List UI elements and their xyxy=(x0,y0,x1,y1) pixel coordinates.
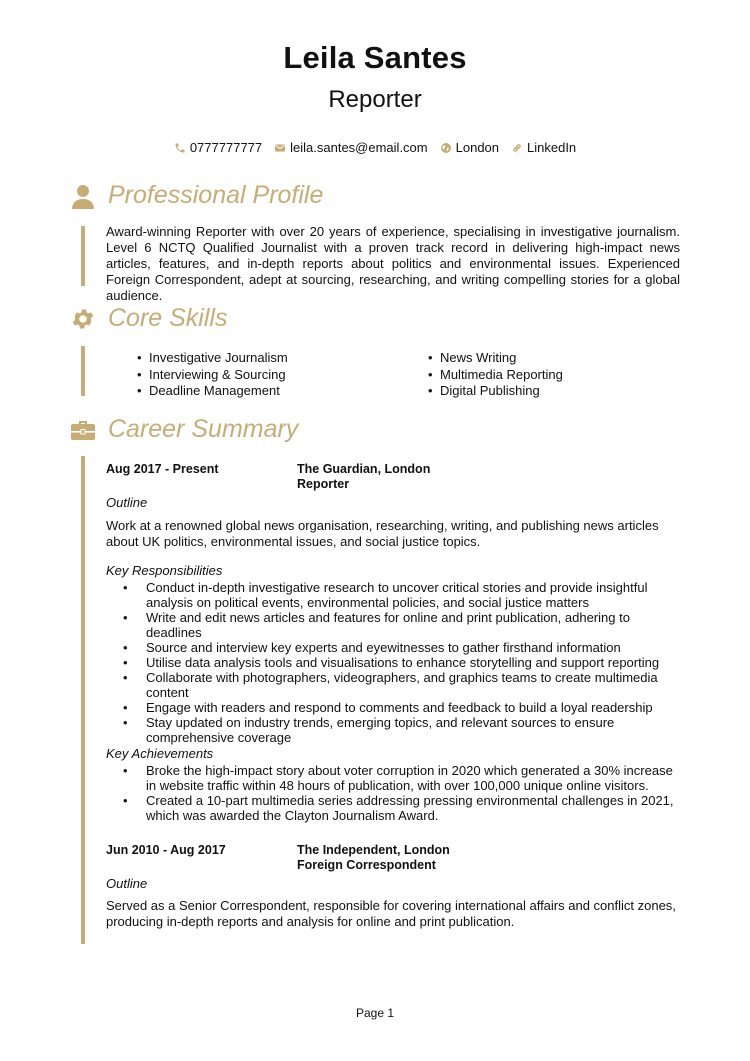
list-item: • Utilise data analysis tools and visualisations to enhance storytelling and support reporting xyxy=(146,655,686,670)
profile-heading: Professional Profile xyxy=(108,181,324,209)
job-employer: The Guardian, London xyxy=(297,462,431,476)
achievements-label: Key Achievements xyxy=(106,746,214,761)
link-icon xyxy=(511,142,523,154)
list-item: • Write and edit news articles and features for online and print publication, adhering to deadlines xyxy=(146,610,686,640)
skills-heading: Core Skills xyxy=(108,304,228,332)
page-number: Page 1 xyxy=(355,1006,395,1020)
profile-accent-bar xyxy=(81,226,85,286)
contact-email[interactable] xyxy=(274,140,427,155)
job-dates: Jun 2010 - Aug 2017 xyxy=(106,843,226,857)
list-item: • Broke the high-impact story about voter corruption in 2020 which generated a 30% increase in website traffic within 48 hours of publication, with over 100,000 unique online visitors. xyxy=(146,763,686,793)
skill-item: • News Writing xyxy=(440,350,563,367)
list-item: • Created a 10-part multimedia series addressing pressing environmental challenges in 2021, which was awarded the Clayton Journalism Award. xyxy=(146,793,686,823)
outline-label: Outline xyxy=(106,495,148,510)
contact-phone[interactable] xyxy=(174,140,262,155)
skill-item: • Digital Publishing xyxy=(440,383,563,400)
location-text: London xyxy=(455,140,500,155)
achievements-list xyxy=(146,763,686,823)
user-icon xyxy=(70,183,96,209)
list-item: • Engage with readers and respond to comments and feedback to build a loyal readership xyxy=(146,700,686,715)
skill-item: • Deadline Management xyxy=(149,383,288,400)
job-outline: Work at a renowned global news organisation, researching, writing, and publishing news articles about UK politics, environmental issues, and social justice topics. xyxy=(106,518,659,549)
section-heading-career xyxy=(70,415,298,444)
job-role: Reporter xyxy=(297,477,350,491)
contact-location xyxy=(440,140,499,155)
phone-icon xyxy=(174,142,186,154)
contact-linkedin[interactable] xyxy=(511,140,576,155)
job-employer-block xyxy=(297,843,450,873)
skills-column-left xyxy=(149,350,288,400)
career-accent-bar xyxy=(81,456,85,944)
list-item: • Conduct in-depth investigative research to uncover critical stories and provide insightful analysis on political events, environmental policies, and social justice matters xyxy=(146,580,686,610)
responsibilities-label: Key Responsibilities xyxy=(106,563,223,578)
list-item: • Collaborate with photographers, videographers, and graphics teams to create multimedia content xyxy=(146,670,686,700)
job-employer: The Independent, London xyxy=(297,843,450,857)
skill-item: • Multimedia Reporting xyxy=(440,367,563,384)
responsibilities-list xyxy=(146,580,686,745)
profile-text: Award-winning Reporter with over 20 years of experience, specialising in investigative journalism. Level 6 NCTQ Qualified Journalist with a proven track record in delivering high-impact news articles, features, and in-depth reports about politics and environmental issues. Experienced Foreign Correspondent, adept at sourcing, researching, and writing compelling stories for a global audience. xyxy=(106,224,680,303)
skill-item: • Investigative Journalism xyxy=(149,350,288,367)
career-heading: Career Summary xyxy=(108,415,299,443)
candidate-name: Leila Santes xyxy=(283,40,467,75)
briefcase-icon xyxy=(70,417,96,443)
skills-accent-bar xyxy=(81,346,85,396)
skill-item: • Interviewing & Sourcing xyxy=(149,367,288,384)
section-heading-skills xyxy=(70,304,227,333)
globe-icon xyxy=(440,142,452,154)
list-item: • Stay updated on industry trends, emerging topics, and relevant sources to ensure comprehensive coverage xyxy=(146,715,686,745)
candidate-title: Reporter xyxy=(328,86,422,113)
list-item: • Source and interview key experts and eyewitnesses to gather firsthand information xyxy=(146,640,686,655)
job-outline: Served as a Senior Correspondent, responsible for covering international affairs and conflict zones, producing in-depth reports and analysis for online and print publication. xyxy=(106,898,676,929)
job-role: Foreign Correspondent xyxy=(297,858,436,872)
gear-icon xyxy=(70,306,96,332)
job-employer-block xyxy=(297,462,430,492)
phone-text: 0777777777 xyxy=(189,140,263,155)
envelope-icon xyxy=(274,142,286,154)
contact-bar xyxy=(0,140,750,155)
section-heading-profile xyxy=(70,181,323,210)
job-dates: Aug 2017 - Present xyxy=(106,462,219,476)
email-text: leila.santes@email.com xyxy=(290,140,428,155)
outline-label: Outline xyxy=(106,876,148,891)
linkedin-text: LinkedIn xyxy=(527,140,577,155)
skills-column-right xyxy=(440,350,563,400)
